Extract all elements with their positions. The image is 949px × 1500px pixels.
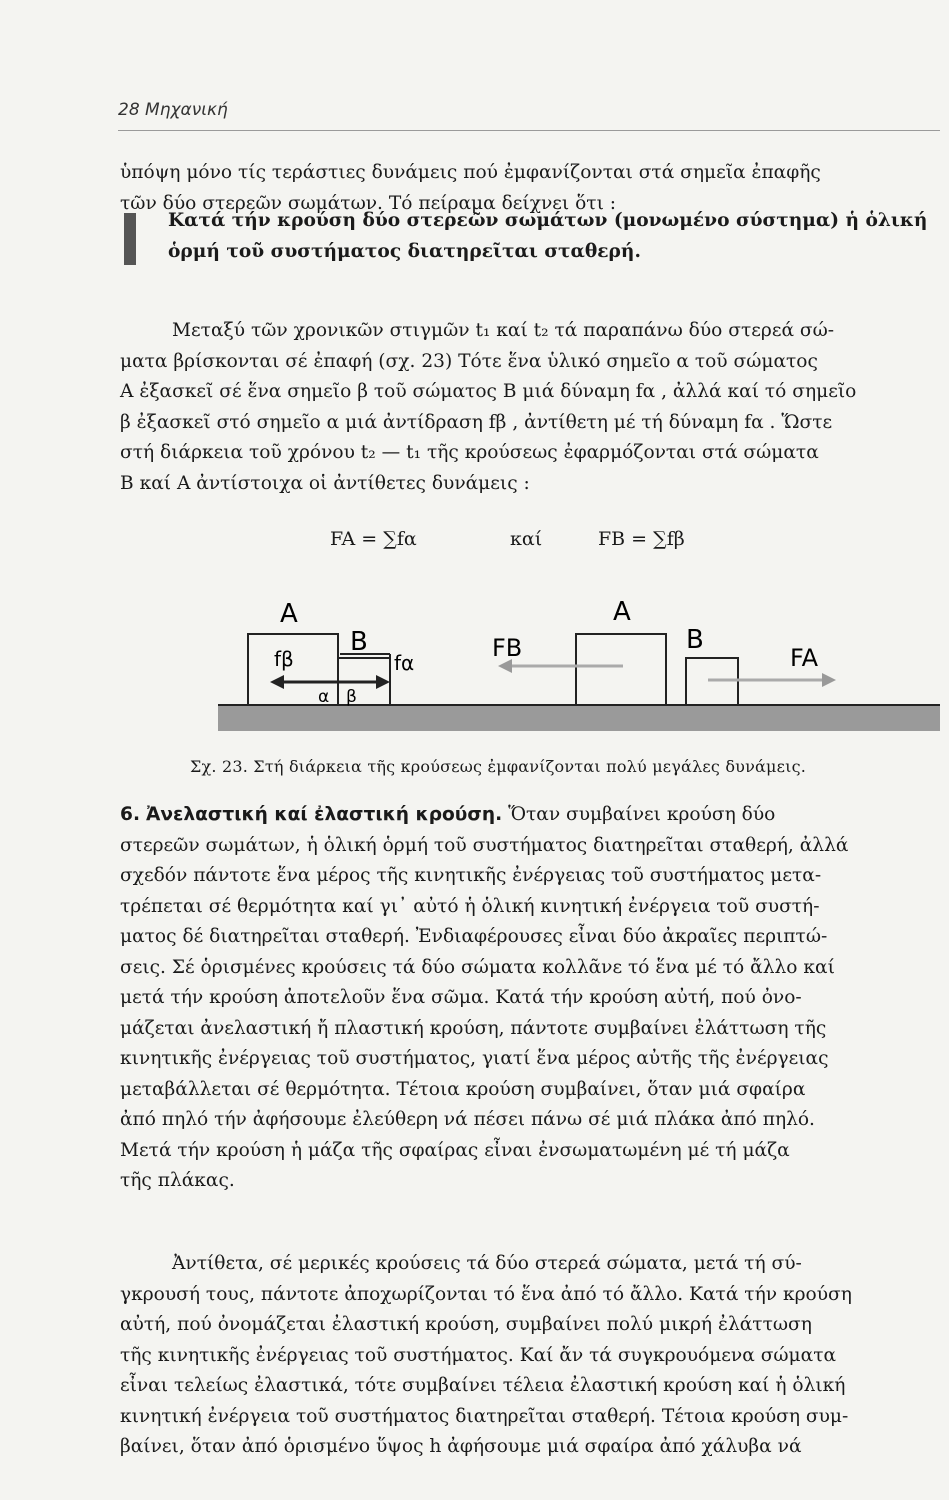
section-title: Ἀνελαστική καί ἐλαστική κρούση. [145,804,503,825]
section-heading-line [120,800,942,831]
section-number: 6. [120,804,141,825]
label-a1: A [280,599,298,629]
text-line: μεταβάλλεται σέ θερμότητα. Τέτοια κρούση συμβαίνει, ὅταν μιά σφαίρα [120,1078,806,1100]
text-line: τῆς πλάκας. [120,1170,235,1191]
formula-right: FB = ∑fβ [598,528,685,550]
page-number: 28 [118,100,140,120]
formula-middle: καί [510,528,543,550]
text-line: ἀπό πηλό τήν ἀφήσουμε ἐλεύθερη νά πέσει πάνω σέ μιά πλάκα ἀπό πηλό. [120,1109,815,1130]
section-paragraph [120,800,942,1197]
margin-bar [124,213,136,265]
text-line: β ἐξασκεῖ στό σημεῖο α μιά ἀντίδραση fβ , ἀντίθετη μέ τή δύναμη fα . Ὥστε [120,411,833,433]
label-big-fa: FA [790,644,819,672]
text-line: στή διάρκεια τοῦ χρόνου t₂ — t₁ τῆς κρούσεως ἐφαρμόζονται στά σώματα [120,442,819,463]
text-line: σεις. Σέ ὁρισμένες κρούσεις τά δύο σώματα κολλᾶνε τό ἕνα μέ τό ἄλλο καί [120,956,835,978]
text-line: ματος δέ διατηρεῖται σταθερή. Ἐνδιαφέρουσες εἶναι δύο ἀκραῖες περιπτώ- [120,926,828,947]
text-line: Κατά τήν κρούση δύο στερεῶν σωμάτων (μονωμένο σύστημα) ἡ ὁλική [168,210,928,231]
label-beta: β [346,687,357,707]
contact-paragraph [120,316,942,499]
text-line: Ἀντίθετα, σέ μερικές κρούσεις τά δύο στερεά σώματα, μετά τή σύ- [172,1253,802,1274]
text-line: μάζεται ἀνελαστική ἤ πλαστική κρούση, πάντοτε συμβαίνει ἐλάττωση τῆς [120,1017,827,1039]
ground [218,705,940,731]
text-line: ὁρμή τοῦ συστήματος διατηρεῖται σταθερή. [168,240,641,262]
label-fb: fβ [274,647,294,671]
text-line: αὐτή, πού ὀνομάζεται ἐλαστική κρούση, συμβαίνει πολύ μικρή ἐλάττωση [120,1314,812,1335]
figure-caption: Σχ. 23. Στή διάρκεια τῆς κρούσεως ἐμφανίζονται πολύ μεγάλες δυνάμεις. [190,757,807,776]
block-a-separated [576,634,666,705]
conservation-law [168,206,940,267]
text-line: Μεταξύ τῶν χρονικῶν στιγμῶν t₁ καί t₂ τά παραπάνω δύο στερεά σώ- [172,320,835,341]
text-line: βαίνει, ὅταν ἀπό ὁρισμένο ὕψος h ἀφήσουμε μιά σφαίρα ἀπό χάλυβα νά [120,1436,802,1457]
elastic-paragraph [120,1249,942,1463]
force-arrow-fb-head [270,675,284,689]
force-arrow-fa-head [376,675,390,689]
label-big-fb: FB [492,634,523,662]
label-alpha: α [318,687,330,707]
text-line: τῶν δύο στερεῶν σωμάτων. Τό πείραμα δείχνει ὅτι : [120,192,617,214]
running-header [118,100,228,120]
text-line: κινητικῆς ἐνέργειας τοῦ συστήματος, γιατί ἕνα μέρος αὐτῆς τῆς ἐνέργειας [120,1048,829,1069]
text-line: σχεδόν πάντοτε ἕνα μέρος τῆς κινητικῆς ἐνέργειας τοῦ συστήματος μετα- [120,865,822,886]
text-line: Μετά τήν κρούση ἡ μάζα τῆς σφαίρας εἶναι ἐνσωματωμένη μέ τή μάζα [120,1139,790,1161]
text-line: στερεῶν σωμάτων, ἡ ὁλική ὁρμή τοῦ συστήματος διατηρεῖται σταθερή, ἀλλά [120,834,849,856]
text-line: εἶναι τελείως ἐλαστικά, τότε συμβαίνει τέλεια ἐλαστική κρούση καί ἡ ὁλική [120,1375,846,1396]
text-line: ματα βρίσκονται σέ ἐπαφή (σχ. 23) Τότε ἕνα ὑλικό σημεῖο α τοῦ σώματος [120,350,818,372]
chapter-title: Μηχανική [145,100,228,120]
collision-diagram [218,530,940,750]
label-b1: B [350,627,368,657]
formula-left: FA = ∑fα [330,528,417,550]
text-line: κινητική ἐνέργεια τοῦ συστήματος διατηρεῖται σταθερή. Τέτοια κρούση συμ- [120,1405,849,1427]
label-b2: B [686,625,704,655]
force-arrow-big-fa-head [822,673,836,687]
label-a2: A [613,597,631,627]
text-line: Β καί Α ἀντίστοιχα οἱ ἀντίθετες δυνάμεις : [120,472,530,494]
text-line: Α ἐξασκεῖ σέ ἕνα σημεῖο β τοῦ σώματος Β μιά δύναμη fα , ἀλλά καί τό σημεῖο [120,381,857,402]
label-fa: fα [394,651,415,675]
text-line: ὑπόψη μόνο τίς τεράστιες δυνάμεις πού ἐμφανίζονται στά σημεῖα ἐπαφῆς [120,162,821,183]
text-line: γκρουσή τους, πάντοτε ἀποχωρίζονται τό ἕνα ἀπό τό ἄλλο. Κατά τήν κρούση [120,1283,852,1305]
text-line: Ὅταν συμβαίνει κρούση δύο [508,804,776,825]
text-line: τῆς κινητικῆς ἐνέργειας τοῦ συστήματος. Καί ἄν τά συγκρουόμενα σώματα [120,1344,837,1366]
header-rule [118,130,940,131]
text-line: τρέπεται σέ θερμότητα καί γι᾽ αὐτό ἡ ὁλική κινητική ἐνέργεια τοῦ συστή- [120,895,820,917]
text-line: μετά τήν κρούση ἀποτελοῦν ἕνα σῶμα. Κατά τήν κρούση αὐτή, πού ὀνο- [120,987,802,1008]
